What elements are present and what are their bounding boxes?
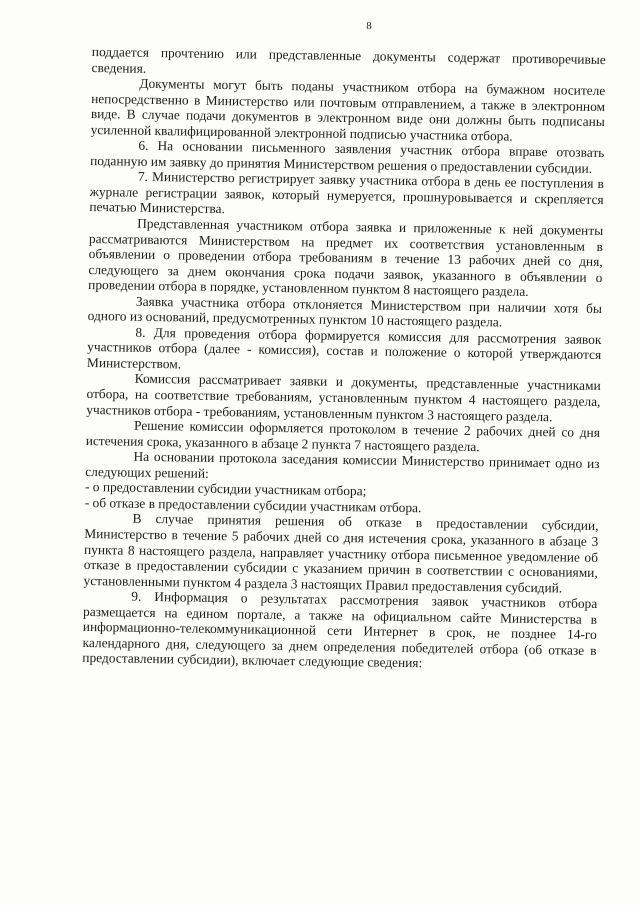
list-item-refusal: - об отказе в предоставлении субсидии участникам отбора. xyxy=(84,494,422,516)
paragraph-item-9: 9. Информация о результатах рассмотрения заявок участников отбора размещается на едином портале, а также на официальном сайте Министерства в информационно-телекоммуникационной сети Интернет в срок, не позднее 14-го календарного дня, следующего за днем определения победителей отбора (об отказе в предоставлении субсидии), включает следующие сведения: xyxy=(82,588,598,671)
page-number: 8 xyxy=(366,20,372,32)
paragraph-rejection: Заявка участника отбора отклоняется Министерством при наличии хотя бы одного из оснований, предусмотренных пунктом 10 настоящего раздела. xyxy=(87,293,603,330)
paragraph-item-8: 8. Для проведения отбора формируется комиссия для рассмотрения заявок участников отбора (далее - комиссия), состав и положение о которой утверждаются Министерством. xyxy=(86,324,602,372)
paragraph-item-7: 7. Министерство регистрирует заявку участника отбора в день ее поступления в журнале регистрации заявок, который нумеруется, прошнуровывается и скрепляется печатью Министерства. xyxy=(89,169,604,217)
paragraph-ministry-decisions: На основании протокола заседания комиссии Министерство принимает одно из следующих решений: xyxy=(85,448,600,481)
paragraph-continuation: поддается прочтению или представленные документы содержат противоречивые сведения. xyxy=(91,44,606,76)
paragraph-refusal-notice: В случае принятия решения об отказе в предоставлении субсидии, Министерство в течение 5 рабочих дней со дня истечения срока, указанного в абзаце 3 пункта 8 настоящего раздела, направляет участнику отбора письменное уведомление об отказе в предоставлении субсидии с указанием причин в соответствии с основаниями, установленными пунктом 4 раздела 3 настоящих Правил предоставления субсидий. xyxy=(83,511,599,596)
document-body xyxy=(82,44,606,674)
paragraph-commission-decision: Решение комиссии оформляется протоколом в течение 2 рабочих дней со дня истечения срока, указанного в абзаце 2 пункта 7 настоящего раздела. xyxy=(85,417,601,454)
list-item-grant: - о предоставлении субсидии участникам отбора; xyxy=(84,479,367,499)
paragraph-item-6: 6. На основании письменного заявления участник отбора вправе отозвать поданную им заявку до принятия Министерством решения о предоставлении субсидии. xyxy=(90,138,605,176)
paragraph-review-period: Представленная участником отбора заявка и приложенные к ней документы рассматриваются Министерством на предмет их соответствия установленным в объявлении о проведении отбора требованиям в течение 13 рабочих дней со дня, следующего за днем окончания срока подачи заявок, указанного в объявлении о проведении отбора в порядке, установленном пунктом 8 настоящего раздела. xyxy=(88,215,604,300)
paragraph-commission-review: Комиссия рассматривает заявки и документы, представленные участниками отбора, на соответствие требованиям, установленным пунктом 4 настоящего раздела, участников отбора - требованиям, установленным пунктом 3 настоящего раздела. xyxy=(86,371,601,424)
paragraph-submission-methods: Документы могут быть поданы участником отбора на бумажном носителе непосредственно в Министерство или почтовым отправлением, а также в электронном виде. В случае подачи документов в электронном виде они должны быть подписаны усиленной квалифицированной электронной подписью участника отбора. xyxy=(90,75,606,144)
